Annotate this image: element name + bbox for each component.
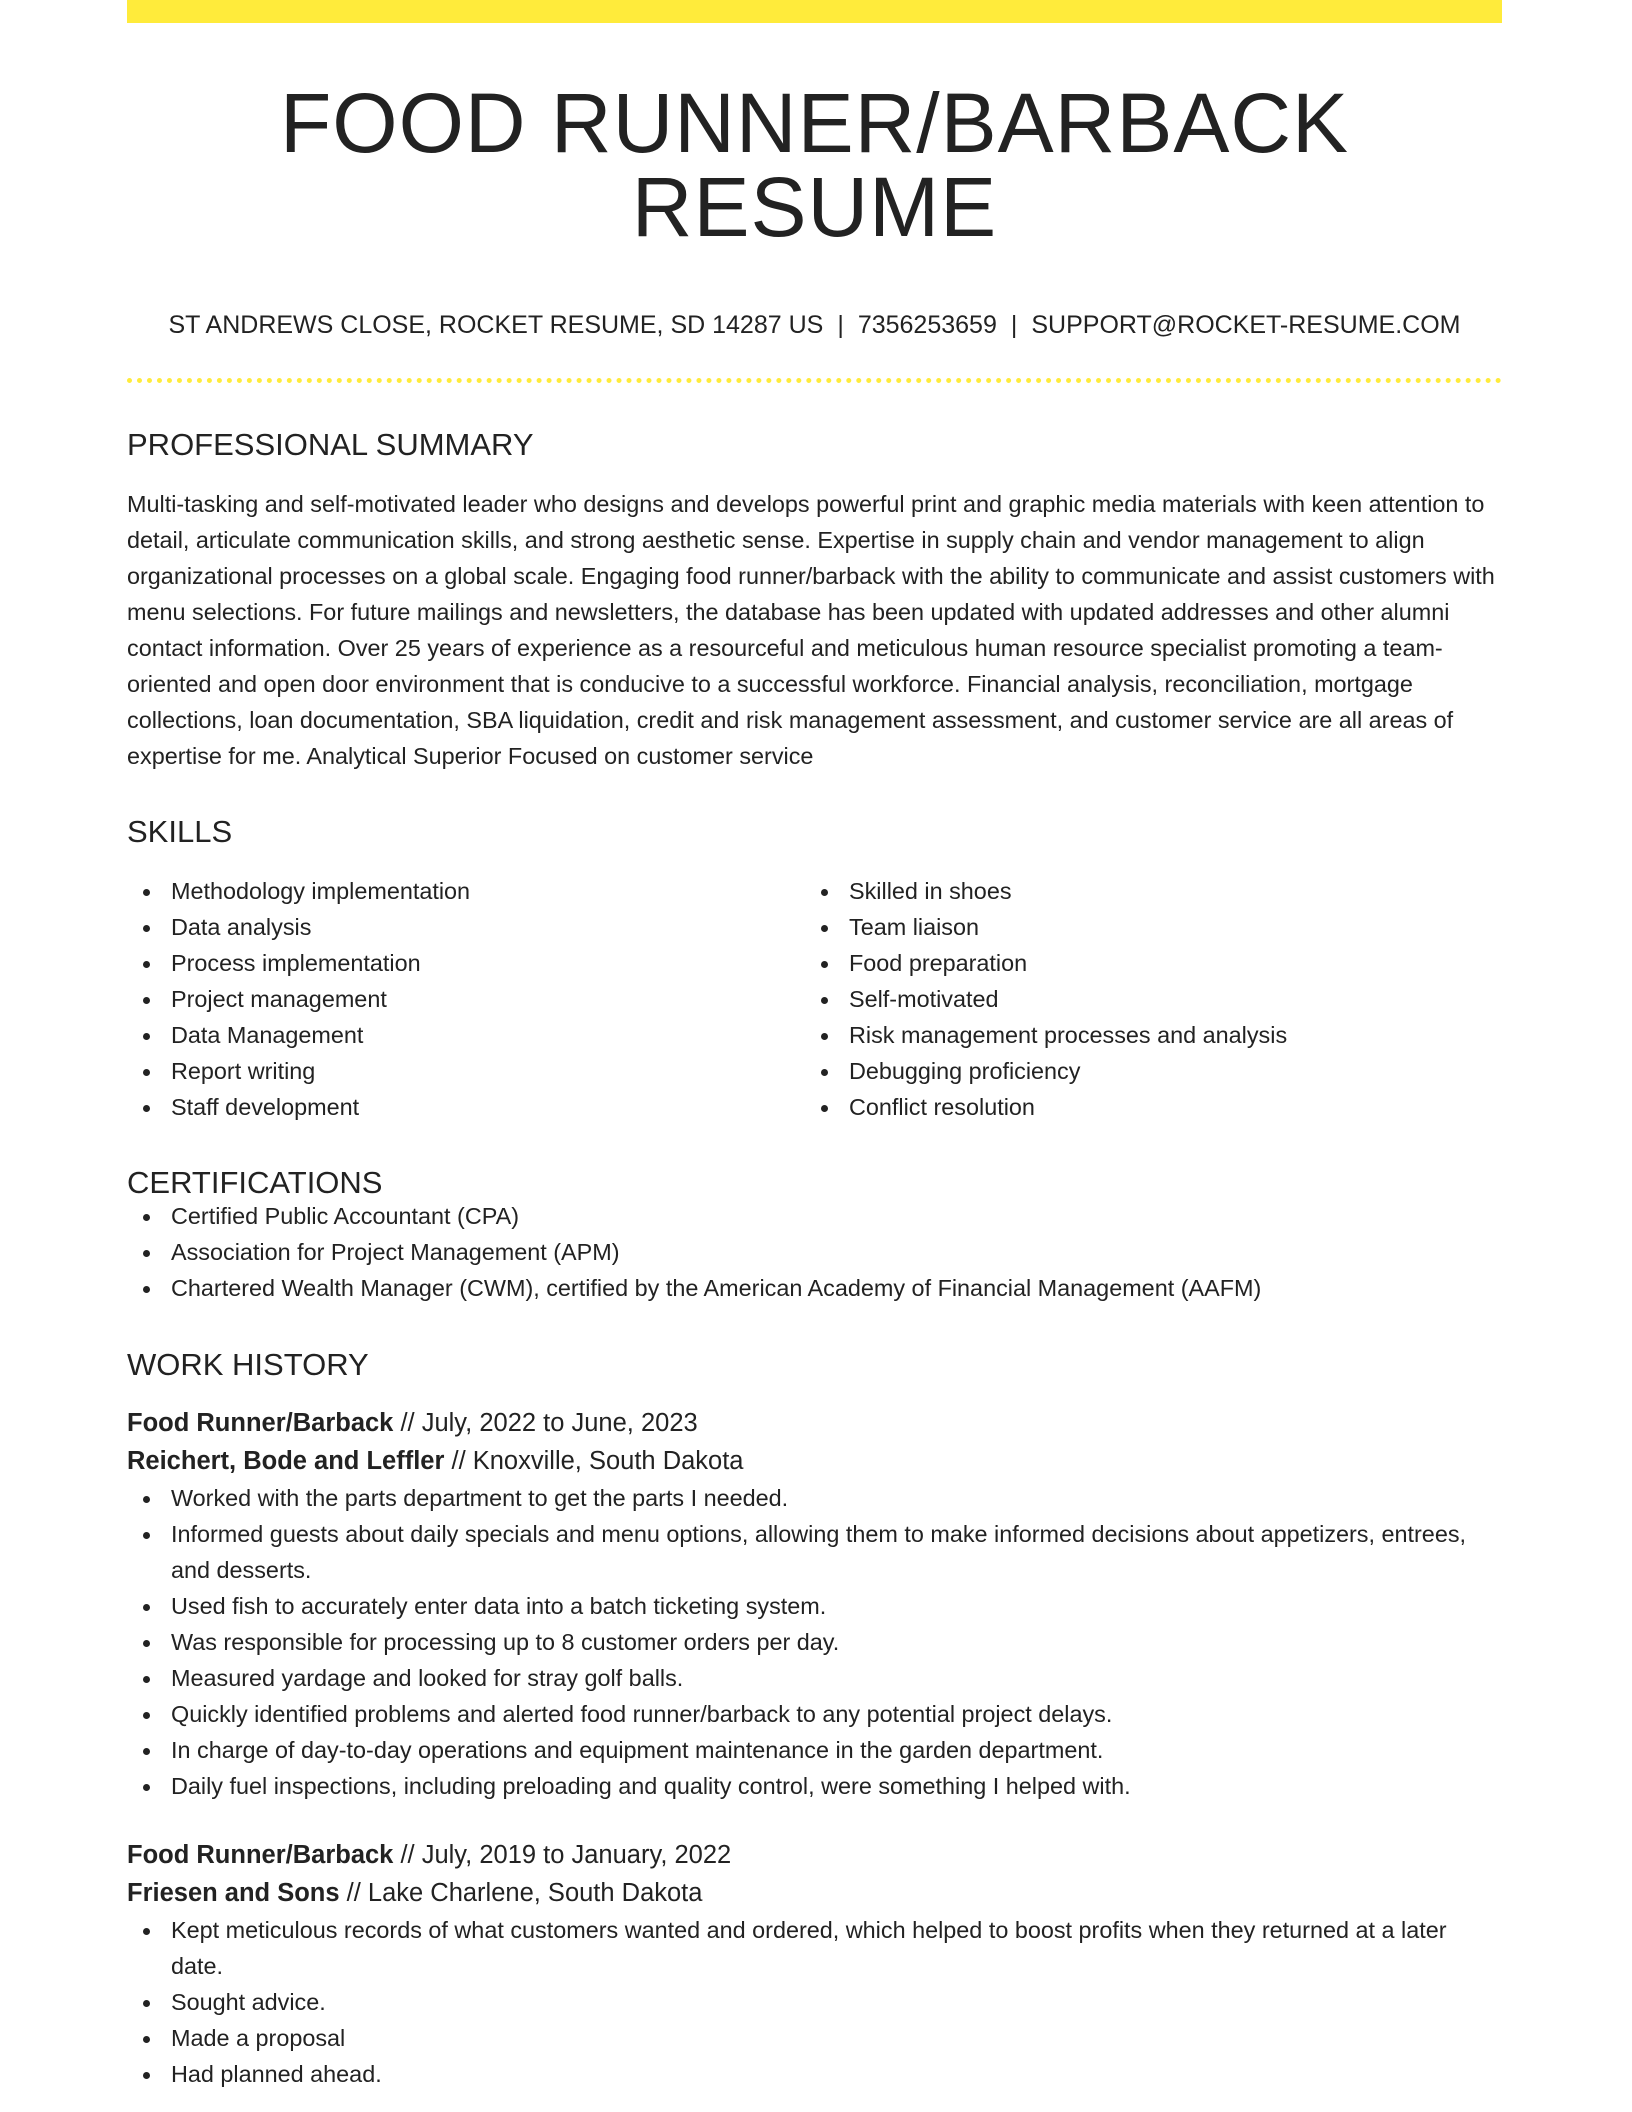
job-duty-item: Daily fuel inspections, including preloading and quality control, were something I helped with. bbox=[127, 1768, 1502, 1804]
skills-list bbox=[127, 873, 1502, 1125]
job-duties-list bbox=[127, 1480, 1502, 1804]
work-history-heading: WORK HISTORY bbox=[127, 1347, 369, 1382]
job-duty-item: Measured yardage and looked for stray golf balls. bbox=[127, 1660, 1502, 1696]
contact-email: SUPPORT@ROCKET-RESUME.COM bbox=[1031, 311, 1461, 339]
summary-text: Multi-tasking and self-motivated leader who designs and develops powerful print and graphic media materials with keen attention to detail, articulate communication skills, and strong aesthetic sense. Expertise in supply chain and vendor management to align organizational processes on a global scale. Engaging food runner/barback with the ability to communicate and assist customers with menu selections. For future mailings and newsletters, the database has been updated with updated addresses and other alumni contact information. Over 25 years of experience as a resourceful and meticulous human resource specialist promoting a team-oriented and open door environment that is conducive to a successful workforce. Financial analysis, reconciliation, mortgage collections, loan documentation, SBA liquidation, credit and risk management assessment, and customer service are all areas of expertise for me. Analytical Superior Focused on customer service bbox=[127, 491, 1495, 769]
job-duty-item: Was responsible for processing up to 8 customer orders per day. bbox=[127, 1624, 1502, 1660]
skill-item: Skilled in shoes bbox=[805, 873, 1483, 909]
job-duty-item: Kept meticulous records of what customers wanted and ordered, which helped to boost profits when they returned at a later date. bbox=[127, 1912, 1502, 1984]
summary-heading: PROFESSIONAL SUMMARY bbox=[127, 427, 534, 462]
skill-item: Food preparation bbox=[805, 945, 1483, 981]
job-duty-item: Used fish to accurately enter data into a batch ticketing system. bbox=[127, 1588, 1502, 1624]
job-duty-item: In charge of day-to-day operations and equipment maintenance in the garden department. bbox=[127, 1732, 1502, 1768]
job-company-line bbox=[127, 1442, 1502, 1480]
contact-line bbox=[127, 313, 1502, 338]
job-entry bbox=[127, 1836, 1502, 2092]
skill-item: Process implementation bbox=[127, 945, 805, 981]
job-duty-item: Made a proposal bbox=[127, 2020, 1502, 2056]
job-duty-item: Sought advice. bbox=[127, 1984, 1502, 2020]
contact-separator: | bbox=[837, 311, 844, 339]
skills-column-right bbox=[805, 873, 1483, 1125]
contact-address: ST ANDREWS CLOSE, ROCKET RESUME, SD 14287 US bbox=[168, 311, 824, 339]
skill-item: Self-motivated bbox=[805, 981, 1483, 1017]
accent-top-bar bbox=[127, 0, 1502, 23]
job-company: Friesen and Sons bbox=[127, 1879, 340, 1907]
job-entry bbox=[127, 1404, 1502, 1804]
job-duty-item: Informed guests about daily specials and menu options, allowing them to make informed decisions about appetizers, entrees, and desserts. bbox=[127, 1516, 1502, 1588]
skill-item: Conflict resolution bbox=[805, 1089, 1483, 1125]
job-title-line bbox=[127, 1836, 1502, 1874]
certification-item: Certified Public Accountant (CPA) bbox=[127, 1198, 1502, 1234]
job-duty-item: Worked with the parts department to get the parts I needed. bbox=[127, 1480, 1502, 1516]
job-title-line bbox=[127, 1404, 1502, 1442]
job-company-line bbox=[127, 1874, 1502, 1912]
certification-item: Association for Project Management (APM) bbox=[127, 1234, 1502, 1270]
skill-item: Staff development bbox=[127, 1089, 805, 1125]
skill-item: Data Management bbox=[127, 1017, 805, 1053]
job-company: Reichert, Bode and Leffler bbox=[127, 1447, 445, 1475]
skill-item: Data analysis bbox=[127, 909, 805, 945]
contact-separator: | bbox=[1010, 311, 1018, 339]
skill-item: Team liaison bbox=[805, 909, 1483, 945]
skill-item: Methodology implementation bbox=[127, 873, 805, 909]
skill-item: Project management bbox=[127, 981, 805, 1017]
job-location: // Lake Charlene, South Dakota bbox=[339, 1879, 703, 1907]
dotted-divider bbox=[127, 378, 1502, 383]
skills-heading: SKILLS bbox=[127, 814, 233, 849]
job-duty-item: Quickly identified problems and alerted food runner/barback to any potential project delays. bbox=[127, 1696, 1502, 1732]
resume-page bbox=[127, 0, 1502, 2092]
job-dates: // July, 2019 to January, 2022 bbox=[393, 1841, 732, 1869]
job-duty-item: Had planned ahead. bbox=[127, 2056, 1502, 2092]
skill-item: Debugging proficiency bbox=[805, 1053, 1483, 1089]
job-duties-list bbox=[127, 1912, 1502, 2092]
job-role: Food Runner/Barback bbox=[127, 1841, 394, 1869]
certifications-heading: CERTIFICATIONS bbox=[127, 1165, 383, 1200]
certifications-list bbox=[127, 1198, 1502, 1306]
job-role: Food Runner/Barback bbox=[127, 1409, 394, 1437]
job-dates: // July, 2022 to June, 2023 bbox=[393, 1409, 698, 1437]
skill-item: Risk management processes and analysis bbox=[805, 1017, 1483, 1053]
certification-item: Chartered Wealth Manager (CWM), certified by the American Academy of Financial Management (AAFM) bbox=[127, 1270, 1502, 1306]
resume-title: FOOD RUNNER/BARBACK RESUME bbox=[279, 76, 1350, 254]
contact-phone: 7356253659 bbox=[857, 311, 997, 339]
skills-column-left bbox=[127, 873, 805, 1125]
job-location: // Knoxville, South Dakota bbox=[444, 1447, 744, 1475]
skill-item: Report writing bbox=[127, 1053, 805, 1089]
